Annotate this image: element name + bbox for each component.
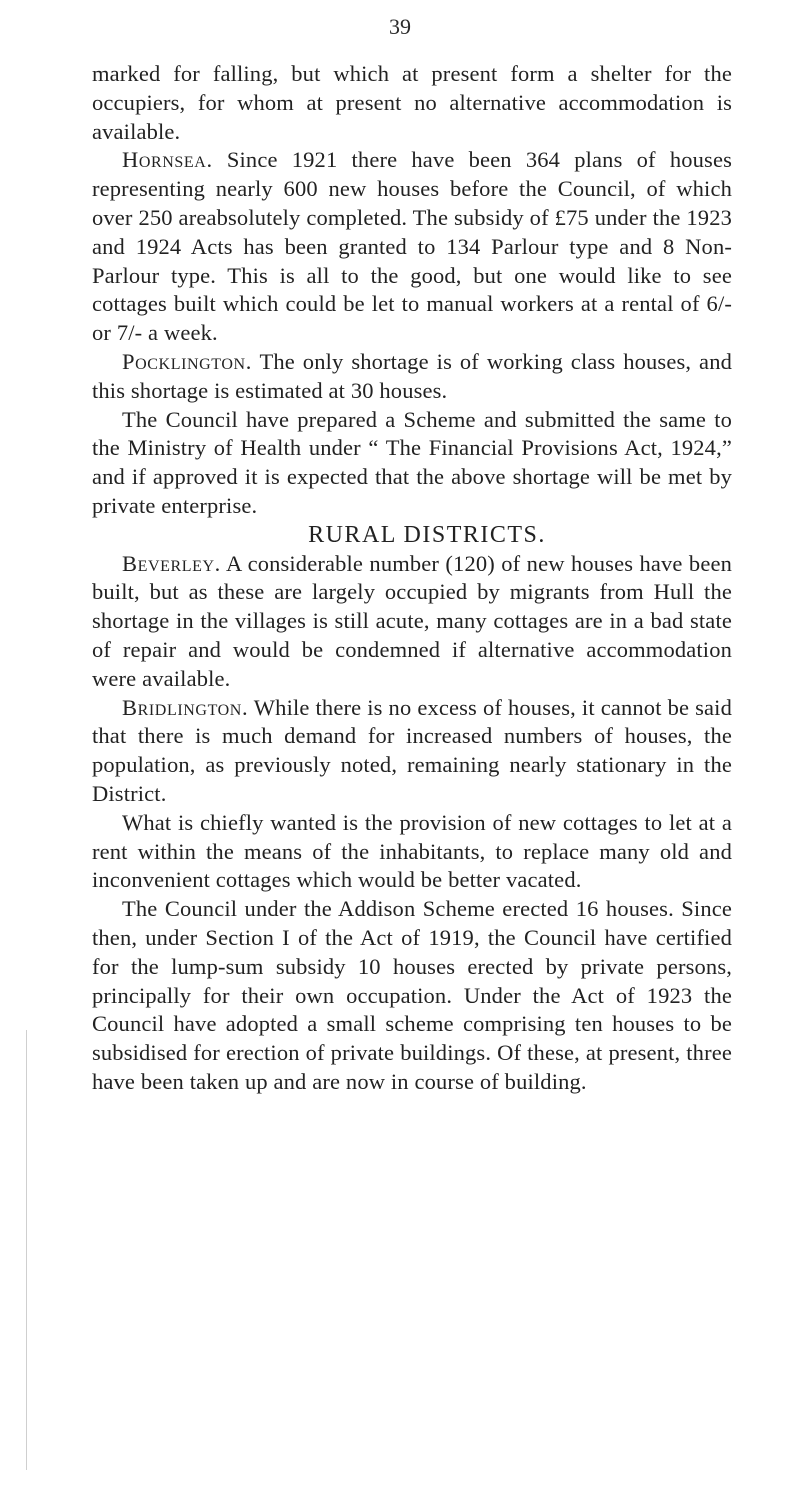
- paragraph-new-cottages: What is chiefly wanted is the provision of new cottages to let at a rent within the means of the inhabitants, to replace many old and inconvenient cottages which would be better vacated.: [92, 809, 732, 893]
- paragraph-pocklington: [92, 348, 732, 406]
- paragraph-scheme: The Council have prepared a Scheme and submitted the same to the Ministry of Health under “ The Financial Provisions Act, 1924,” and if approved it is expected that the above shortage will be met by private enterprise.: [92, 406, 732, 518]
- page-number: 39: [389, 14, 411, 39]
- section-heading-rural-districts: RURAL DISTRICTS.: [308, 521, 546, 548]
- paragraph-continued: marked for falling, but which at present form a shelter for the occupiers, for whom at present no alternative accommodation is available.: [92, 61, 732, 144]
- place-name-beverley: Beverley.: [122, 550, 221, 576]
- paragraph-bridlington: [92, 694, 732, 809]
- paragraph-beverley-text: A considerable number (120) of new houses have been built, but as these are largely occupied by migrants from Hull the shortage in the villages is still acute, many cottages are in a bad state of repair and would be condemned if alternative accommodation were available.: [92, 550, 732, 691]
- paragraph-hornsea-text: Since 1921 there have been 364 plans of houses representing nearly 600 new houses before the Council, of which over 250 areabsolutely completed. The subsidy of £75 under the 1923 and 1924 Acts has been granted to 134 Parlour type and 8 Non-Parlour type. This is all to the good, but one would like to see cottages built which could be let to manual workers at a rental of 6/- or 7/- a week.: [92, 147, 732, 346]
- place-name-bridlington: Bridlington.: [122, 694, 249, 720]
- paragraph-pocklington-text: The only shortage is of working class houses, and this shortage is estimated at 30 houses.: [92, 348, 732, 403]
- paragraph-bridlington-text: While there is no excess of houses, it cannot be said that there is much demand for increased numbers of houses, the population, as previously noted, remaining nearly stationary in the District.: [92, 694, 732, 806]
- margin-rule: [26, 1030, 27, 1470]
- place-name-pocklington: Pocklington.: [122, 348, 252, 374]
- paragraph-beverley: [92, 550, 732, 694]
- paragraph-addison-scheme: The Council under the Addison Scheme erected 16 houses. Since then, under Section I of the Act of 1919, the Council have certified for the lump-sum subsidy 10 houses erected by private persons, principally for their own occupation. Under the Act of 1923 the Council have adopted a small scheme comprising ten houses to be subsidised for erection of private buildings. Of these, at present, three have been taken up and are now in course of building.: [92, 896, 732, 1094]
- paragraph-hornsea: [92, 146, 732, 348]
- body-text: [92, 60, 732, 1097]
- place-name-hornsea: Hornsea.: [122, 147, 213, 173]
